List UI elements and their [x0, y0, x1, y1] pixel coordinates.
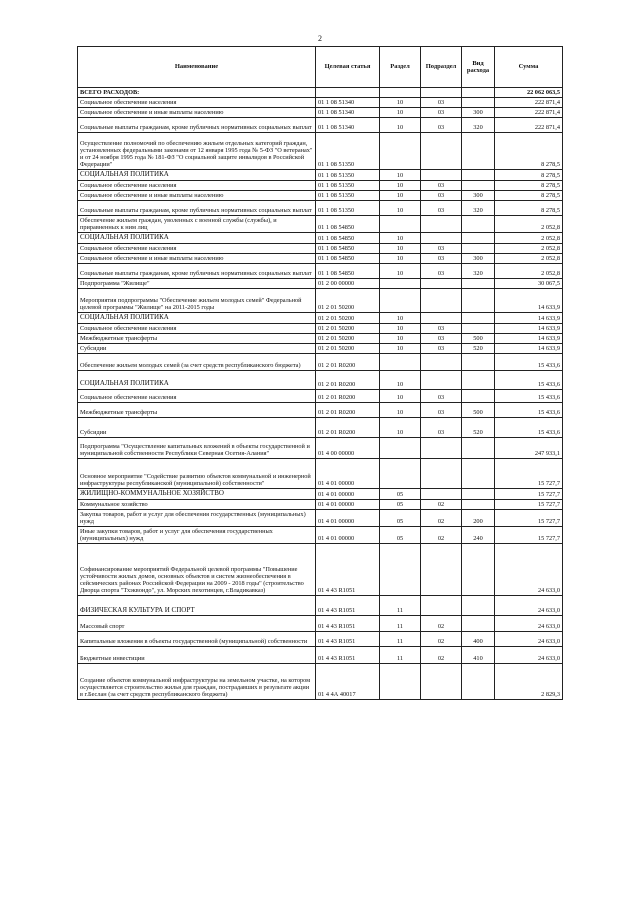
table-row — [78, 596, 563, 616]
cell-section: 10 — [380, 418, 421, 438]
cell-section: 11 — [380, 647, 421, 664]
cell-sum: 15 433,6 — [495, 371, 563, 390]
table-row — [78, 201, 563, 216]
cell-name: СОЦИАЛЬНАЯ ПОЛИТИКА — [78, 371, 316, 390]
cell-name: Социальное обеспечение и иные выплаты населению — [78, 191, 316, 201]
table-row — [78, 334, 563, 344]
cell-type — [462, 323, 495, 333]
cell-name: ЖИЛИЩНО-КОММУНАЛЬНОЕ ХОЗЯЙСТВО — [78, 489, 316, 500]
cell-sum: 8 278,5 — [495, 191, 563, 201]
cell-name: Иные закупки товаров, работ и услуг для обеспечения государственных (муниципальных) нужд — [78, 527, 316, 544]
cell-section — [380, 664, 421, 700]
cell-type — [462, 233, 495, 244]
cell-subsection: 03 — [421, 118, 462, 133]
cell-name: Закупка товаров, работ и услуг для обеспечения государственных (муниципальных) нужд — [78, 510, 316, 527]
cell-code: 01 2 01 R0200 — [316, 390, 380, 403]
cell-sum: 24 633,0 — [495, 596, 563, 616]
cell-type — [462, 500, 495, 510]
header-sum: Сумма — [495, 47, 563, 88]
cell-sum: 15 727,7 — [495, 527, 563, 544]
cell-type — [462, 180, 495, 190]
cell-sum: 15 433,6 — [495, 354, 563, 371]
header-name: Наименование — [78, 47, 316, 88]
cell-type — [462, 438, 495, 459]
cell-subsection: 03 — [421, 243, 462, 253]
cell-section: 10 — [380, 180, 421, 190]
table-row — [78, 403, 563, 418]
cell-subsection: 02 — [421, 616, 462, 632]
cell-section: 10 — [380, 118, 421, 133]
cell-sum: 14 633,9 — [495, 344, 563, 354]
cell-name: Основное мероприятие "Содействие развитию объектов коммунальной и инженерной инфраструктуры республиканской (муниципальной) собственности" — [78, 459, 316, 489]
cell-sum: 14 633,9 — [495, 334, 563, 344]
cell-type: 300 — [462, 108, 495, 118]
cell-code: 01 1 08 51350 — [316, 201, 380, 216]
table-row — [78, 500, 563, 510]
cell-code — [316, 88, 380, 98]
cell-type — [462, 98, 495, 108]
cell-code: 01 4 01 00000 — [316, 527, 380, 544]
cell-sum: 222 871,4 — [495, 118, 563, 133]
cell-sum: 8 278,5 — [495, 201, 563, 216]
table-row — [78, 616, 563, 632]
cell-type — [462, 354, 495, 371]
cell-section: 10 — [380, 243, 421, 253]
cell-subsection: 02 — [421, 500, 462, 510]
cell-section: 10 — [380, 108, 421, 118]
cell-code: 01 2 00 00000 — [316, 279, 380, 289]
cell-subsection: 03 — [421, 344, 462, 354]
cell-sum: 2 052,8 — [495, 233, 563, 244]
cell-section: 05 — [380, 500, 421, 510]
cell-name: Осуществление полномочий по обеспечению жильем отдельных категорий граждан, установленных федеральными законами от 12 января 1995 года № 5-ФЗ "О ветеранах" и от 24 ноября 1995 года № 181-ФЗ "О социальной защите инвалидов в Российской Федерации" — [78, 133, 316, 170]
cell-type: 300 — [462, 191, 495, 201]
cell-type — [462, 133, 495, 170]
cell-name: Бюджетные инвестиции — [78, 647, 316, 664]
cell-sum: 14 633,9 — [495, 323, 563, 333]
cell-type: 200 — [462, 510, 495, 527]
table-row — [78, 459, 563, 489]
cell-code: 01 4 01 00000 — [316, 489, 380, 500]
cell-code: 01 2 01 R0200 — [316, 418, 380, 438]
cell-name: ФИЗИЧЕСКАЯ КУЛЬТУРА И СПОРТ — [78, 596, 316, 616]
cell-name: СОЦИАЛЬНАЯ ПОЛИТИКА — [78, 313, 316, 324]
cell-section: 11 — [380, 596, 421, 616]
cell-name: Создание объектов коммунальной инфраструктуры на земельном участке, на котором осуществляется строительство жилья для граждан, пострадавших в результате акции в г.Беслан (за счет средств республиканского бюджета) — [78, 664, 316, 700]
cell-subsection — [421, 438, 462, 459]
cell-code: 01 1 08 51350 — [316, 170, 380, 181]
cell-subsection — [421, 133, 462, 170]
cell-sum: 14 633,9 — [495, 313, 563, 324]
cell-type — [462, 371, 495, 390]
cell-type — [462, 88, 495, 98]
table-row — [78, 118, 563, 133]
table-row — [78, 354, 563, 371]
cell-sum: 8 278,5 — [495, 170, 563, 181]
cell-subsection — [421, 88, 462, 98]
cell-sum: 2 829,3 — [495, 664, 563, 700]
header-subsection: Подраздел — [421, 47, 462, 88]
cell-section: 10 — [380, 191, 421, 201]
cell-section: 10 — [380, 371, 421, 390]
cell-code: 01 1 08 54850 — [316, 216, 380, 233]
cell-sum: 15 727,7 — [495, 489, 563, 500]
cell-sum: 22 062 063,5 — [495, 88, 563, 98]
cell-name: Субсидии — [78, 344, 316, 354]
cell-sum: 15 727,7 — [495, 510, 563, 527]
cell-sum: 24 633,0 — [495, 616, 563, 632]
cell-subsection: 03 — [421, 180, 462, 190]
table-row — [78, 544, 563, 596]
cell-code: 01 4 43 R1051 — [316, 647, 380, 664]
cell-name: Межбюджетные трансферты — [78, 403, 316, 418]
table-row — [78, 632, 563, 647]
cell-name: Мероприятия подпрограммы "Обеспечение жильем молодых семей" Федеральной целевой программы "Жилище" на 2011-2015 годы — [78, 289, 316, 313]
cell-section: 11 — [380, 632, 421, 647]
cell-code: 01 4 01 00000 — [316, 459, 380, 489]
cell-type — [462, 459, 495, 489]
cell-code: 01 1 08 54850 — [316, 264, 380, 279]
cell-code: 01 2 01 R0200 — [316, 371, 380, 390]
cell-name: Обеспечение жильем граждан, уволенных с военной службы (службы), и приравненных к ним лиц — [78, 216, 316, 233]
cell-section: 05 — [380, 527, 421, 544]
cell-section: 10 — [380, 323, 421, 333]
cell-subsection — [421, 354, 462, 371]
cell-code: 01 1 08 54850 — [316, 243, 380, 253]
cell-section — [380, 133, 421, 170]
cell-section: 10 — [380, 344, 421, 354]
cell-section — [380, 289, 421, 313]
cell-section: 10 — [380, 170, 421, 181]
table-row — [78, 344, 563, 354]
cell-name: Подпрограмма "Осуществление капитальных вложений в объекты государственной и муниципальной собственности Республики Северная Осетия-Алания" — [78, 438, 316, 459]
cell-name: Социальное обеспечение населения — [78, 243, 316, 253]
cell-type — [462, 596, 495, 616]
cell-subsection — [421, 313, 462, 324]
cell-section — [380, 88, 421, 98]
page-number: 2 — [318, 34, 322, 43]
cell-section — [380, 354, 421, 371]
table-row — [78, 264, 563, 279]
cell-sum: 8 278,5 — [495, 133, 563, 170]
cell-name: Социальное обеспечение населения — [78, 390, 316, 403]
cell-section — [380, 438, 421, 459]
cell-name: Социальные выплаты гражданам, кроме публичных нормативных социальных выплат — [78, 201, 316, 216]
cell-name: ВСЕГО РАСХОДОВ: — [78, 88, 316, 98]
cell-type: 520 — [462, 344, 495, 354]
cell-sum: 2 052,8 — [495, 264, 563, 279]
cell-name: Социальное обеспечение населения — [78, 98, 316, 108]
cell-name: Софинансирование мероприятий Федеральной целевой программы "Повышение устойчивости жилых домов, основных объектов и систем жизнеобеспечения в сейсмических районах Российской Федерации на 2009 - 2018 годы" (строительство Дворца спорта "Тхэквондо", ул. Морских пехотинцев, г.Владикавказ) — [78, 544, 316, 596]
cell-code: 01 2 01 R0200 — [316, 403, 380, 418]
cell-section — [380, 279, 421, 289]
cell-subsection — [421, 664, 462, 700]
cell-code: 01 1 08 51340 — [316, 98, 380, 108]
cell-section: 10 — [380, 201, 421, 216]
cell-section: 10 — [380, 390, 421, 403]
cell-subsection: 03 — [421, 403, 462, 418]
cell-name: Субсидии — [78, 418, 316, 438]
cell-name: Капитальные вложения в объекты государственной (муниципальной) собственности — [78, 632, 316, 647]
cell-subsection: 03 — [421, 108, 462, 118]
header-type: Вид расхода — [462, 47, 495, 88]
cell-subsection — [421, 170, 462, 181]
cell-subsection — [421, 489, 462, 500]
cell-type: 320 — [462, 264, 495, 279]
cell-type — [462, 544, 495, 596]
table-row — [78, 88, 563, 98]
cell-subsection: 03 — [421, 323, 462, 333]
cell-section: 10 — [380, 233, 421, 244]
table-row — [78, 191, 563, 201]
cell-subsection — [421, 216, 462, 233]
table-row — [78, 216, 563, 233]
cell-code: 01 2 01 50200 — [316, 323, 380, 333]
cell-sum: 15 727,7 — [495, 500, 563, 510]
cell-sum: 24 633,0 — [495, 647, 563, 664]
cell-sum: 8 278,5 — [495, 180, 563, 190]
cell-type — [462, 616, 495, 632]
cell-sum: 30 067,5 — [495, 279, 563, 289]
cell-type — [462, 489, 495, 500]
cell-subsection: 03 — [421, 390, 462, 403]
table-row — [78, 313, 563, 324]
table-row — [78, 98, 563, 108]
cell-sum: 222 871,4 — [495, 98, 563, 108]
cell-type — [462, 279, 495, 289]
cell-section — [380, 544, 421, 596]
cell-name: СОЦИАЛЬНАЯ ПОЛИТИКА — [78, 233, 316, 244]
table-row — [78, 323, 563, 333]
cell-sum: 2 052,8 — [495, 216, 563, 233]
cell-name: Социальное обеспечение и иные выплаты населению — [78, 108, 316, 118]
cell-sum: 15 433,6 — [495, 390, 563, 403]
cell-subsection: 02 — [421, 527, 462, 544]
cell-code: 01 1 08 51350 — [316, 133, 380, 170]
cell-sum: 24 633,0 — [495, 544, 563, 596]
cell-subsection — [421, 371, 462, 390]
cell-code: 01 4 43 R1051 — [316, 544, 380, 596]
cell-section: 10 — [380, 313, 421, 324]
cell-type: 300 — [462, 254, 495, 264]
cell-sum: 247 933,1 — [495, 438, 563, 459]
cell-subsection: 03 — [421, 191, 462, 201]
cell-sum: 15 433,6 — [495, 418, 563, 438]
cell-name: Социальное обеспечение населения — [78, 323, 316, 333]
cell-type: 320 — [462, 201, 495, 216]
table-row — [78, 527, 563, 544]
cell-code: 01 4 43 R1051 — [316, 596, 380, 616]
cell-type: 240 — [462, 527, 495, 544]
cell-name: Подпрограмма "Жилище" — [78, 279, 316, 289]
cell-subsection: 03 — [421, 334, 462, 344]
cell-code: 01 1 08 54850 — [316, 254, 380, 264]
cell-sum: 14 633,9 — [495, 289, 563, 313]
cell-section: 10 — [380, 254, 421, 264]
cell-name: Социальные выплаты гражданам, кроме публичных нормативных социальных выплат — [78, 264, 316, 279]
cell-code: 01 2 01 50200 — [316, 334, 380, 344]
header-section: Раздел — [380, 47, 421, 88]
table-row — [78, 510, 563, 527]
cell-name: Массовый спорт — [78, 616, 316, 632]
header-code: Целевая статья — [316, 47, 380, 88]
cell-type: 500 — [462, 403, 495, 418]
cell-section: 10 — [380, 98, 421, 108]
cell-code: 01 4 01 00000 — [316, 500, 380, 510]
cell-section: 10 — [380, 403, 421, 418]
cell-name: Социальные выплаты гражданам, кроме публичных нормативных социальных выплат — [78, 118, 316, 133]
cell-name: Социальное обеспечение населения — [78, 180, 316, 190]
cell-name: Социальное обеспечение и иные выплаты населению — [78, 254, 316, 264]
cell-subsection: 03 — [421, 201, 462, 216]
cell-subsection: 02 — [421, 510, 462, 527]
cell-section: 05 — [380, 489, 421, 500]
cell-sum: 2 052,8 — [495, 243, 563, 253]
cell-code: 01 4 4А 40017 — [316, 664, 380, 700]
cell-type — [462, 313, 495, 324]
cell-subsection: 03 — [421, 264, 462, 279]
table-row — [78, 418, 563, 438]
cell-subsection — [421, 289, 462, 313]
cell-type — [462, 390, 495, 403]
cell-section — [380, 216, 421, 233]
cell-type — [462, 664, 495, 700]
table-row — [78, 233, 563, 244]
cell-type — [462, 216, 495, 233]
cell-section: 11 — [380, 616, 421, 632]
cell-subsection: 03 — [421, 98, 462, 108]
cell-subsection — [421, 544, 462, 596]
cell-code: 01 1 08 54850 — [316, 233, 380, 244]
cell-code: 01 1 08 51340 — [316, 108, 380, 118]
table-row — [78, 289, 563, 313]
cell-subsection — [421, 233, 462, 244]
table-row — [78, 170, 563, 181]
cell-subsection: 02 — [421, 632, 462, 647]
cell-type: 400 — [462, 632, 495, 647]
cell-section: 10 — [380, 264, 421, 279]
table-row — [78, 133, 563, 170]
table-row — [78, 180, 563, 190]
cell-code: 01 2 01 50200 — [316, 289, 380, 313]
cell-sum: 2 052,8 — [495, 254, 563, 264]
cell-code: 01 2 01 50200 — [316, 344, 380, 354]
table-row — [78, 371, 563, 390]
cell-subsection — [421, 459, 462, 489]
cell-sum: 222 871,4 — [495, 108, 563, 118]
cell-subsection — [421, 596, 462, 616]
table-body — [78, 88, 563, 700]
cell-name: СОЦИАЛЬНАЯ ПОЛИТИКА — [78, 170, 316, 181]
table-row — [78, 243, 563, 253]
budget-table — [77, 46, 563, 700]
table-row — [78, 279, 563, 289]
cell-sum: 24 633,0 — [495, 632, 563, 647]
cell-code: 01 1 08 51350 — [316, 191, 380, 201]
cell-code: 01 1 08 51340 — [316, 118, 380, 133]
table-row — [78, 108, 563, 118]
cell-subsection: 02 — [421, 647, 462, 664]
cell-code: 01 2 01 R0200 — [316, 354, 380, 371]
cell-code: 01 4 01 00000 — [316, 510, 380, 527]
cell-name: Межбюджетные трансферты — [78, 334, 316, 344]
cell-type: 410 — [462, 647, 495, 664]
cell-name: Обеспечение жильем молодых семей (за счет средств республиканского бюджета) — [78, 354, 316, 371]
cell-type — [462, 289, 495, 313]
cell-name: Коммунальное хозяйство — [78, 500, 316, 510]
cell-type: 520 — [462, 418, 495, 438]
cell-type — [462, 170, 495, 181]
cell-type: 320 — [462, 118, 495, 133]
table-row — [78, 489, 563, 500]
table-row — [78, 664, 563, 700]
cell-subsection: 03 — [421, 254, 462, 264]
cell-section: 05 — [380, 510, 421, 527]
cell-code: 01 1 08 51350 — [316, 180, 380, 190]
cell-code: 01 4 00 00000 — [316, 438, 380, 459]
cell-code: 01 4 43 R1051 — [316, 616, 380, 632]
table-row — [78, 647, 563, 664]
cell-sum: 15 727,7 — [495, 459, 563, 489]
cell-subsection: 03 — [421, 418, 462, 438]
cell-code: 01 4 43 R1051 — [316, 632, 380, 647]
table-header-row — [78, 47, 563, 88]
table-row — [78, 438, 563, 459]
cell-subsection — [421, 279, 462, 289]
cell-section: 10 — [380, 334, 421, 344]
cell-type — [462, 243, 495, 253]
table-row — [78, 254, 563, 264]
cell-section — [380, 459, 421, 489]
cell-code: 01 2 01 50200 — [316, 313, 380, 324]
cell-sum: 15 433,6 — [495, 403, 563, 418]
table-row — [78, 390, 563, 403]
cell-type: 500 — [462, 334, 495, 344]
